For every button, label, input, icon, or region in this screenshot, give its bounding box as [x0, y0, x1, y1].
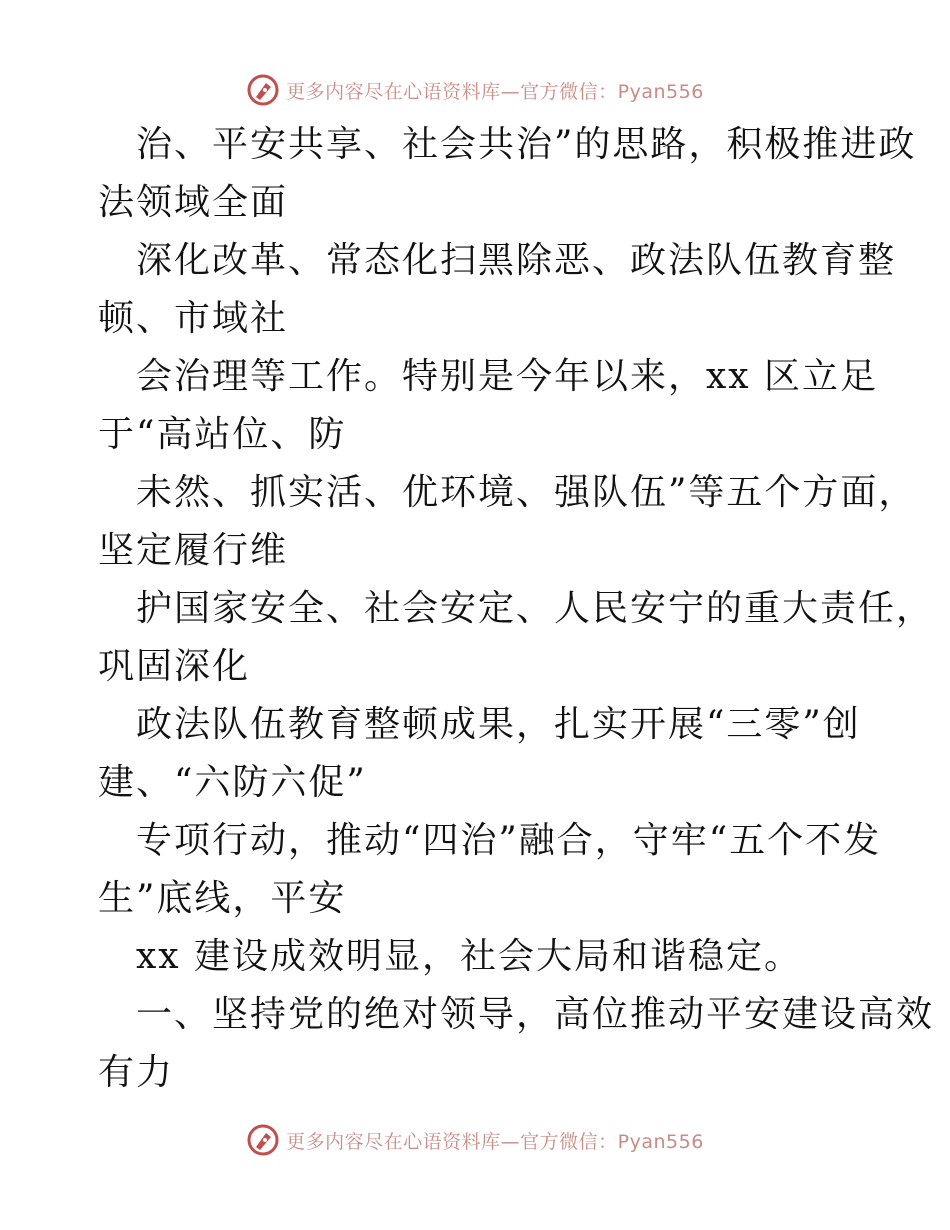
paragraph-line: 政法队伍教育整顿成果，扎实开展“三零”创 [136, 704, 861, 745]
paragraph-line: 未然、抓实活、优环境、强队伍”等五个方面， [136, 472, 917, 513]
pen-nib-logo-icon [246, 1123, 280, 1157]
paragraph-line: xx 建设成效明显，社会大局和谐稳定。 [136, 936, 803, 977]
pen-nib-logo-icon [246, 73, 280, 107]
paragraph-line: 会治理等工作。特别是今年以来，xx 区立足 [136, 356, 879, 397]
paragraph-line: 法领域全面 [98, 182, 289, 223]
paragraph-line: 巩固深化 [98, 646, 251, 687]
paragraph-line: 深化改革、常态化扫黑除恶、政法队伍教育整 [136, 240, 897, 281]
paragraph-line: 于“高站位、防 [98, 414, 347, 455]
paragraph-line: 专项行动，推动“四治”融合，守牢“五个不发 [136, 820, 882, 861]
paragraph-line: 建、“六防六促” [98, 762, 367, 803]
section-heading-line: 有力 [98, 1052, 175, 1093]
watermark-text: 更多内容尽在心语资料库—官方微信：Pyan556 [286, 1130, 704, 1153]
watermark-text: 更多内容尽在心语资料库—官方微信：Pyan556 [286, 80, 704, 103]
watermark-banner-bottom [0, 1120, 950, 1160]
paragraph-line: 护国家安全、社会安定、人民安宁的重大责任， [136, 588, 935, 629]
paragraph-line: 生”底线，平安 [98, 878, 347, 919]
paragraph-line: 坚定履行维 [98, 530, 289, 571]
section-heading-line: 一、坚持党的绝对领导，高位推动平安建设高效 [136, 994, 935, 1035]
watermark-banner-top [0, 70, 950, 110]
document-body [98, 116, 935, 1102]
paragraph-line: 顿、市域社 [98, 298, 289, 339]
paragraph-line: 治、平安共享、社会共治”的思路，积极推进政 [136, 124, 917, 165]
